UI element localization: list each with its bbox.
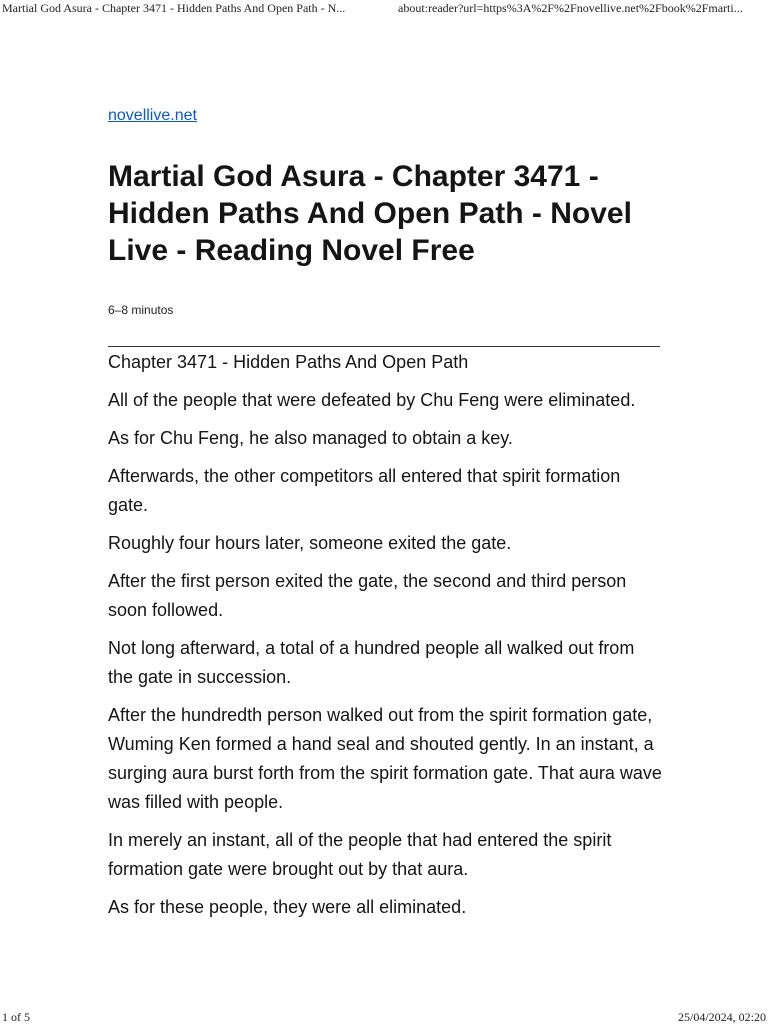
print-header [0,0,768,18]
article-content [108,348,664,931]
paragraph: Chapter 3471 - Hidden Paths And Open Path [108,352,469,372]
paragraph: After the first person exited the gate, the second and third person soon followed. [108,571,627,620]
article-title: Martial God Asura - Chapter 3471 - Hidden Paths And Open Path - Novel Live - Reading Novel Free [108,160,632,267]
divider [108,346,660,347]
print-datetime: 25/04/2024, 02:20 [677,1010,766,1024]
paragraph: As for these people, they were all eliminated. [108,897,467,917]
print-footer [0,1008,768,1024]
paragraph: As for Chu Feng, he also managed to obtain a key. [108,428,513,448]
paragraph: Afterwards, the other competitors all entered that spirit formation gate. [108,466,621,515]
page-number: 1 of 5 [2,1010,30,1024]
paragraph: Not long afterward, a total of a hundred people all walked out from the gate in succession. [108,638,635,687]
paragraph: Roughly four hours later, someone exited the gate. [108,533,512,553]
paragraph: After the hundredth person walked out from the spirit formation gate, Wuming Ken formed a hand seal and shouted gently. In an instant, a surging aura burst forth from the spirit formation gate. That aura wave was filled with people. [108,705,662,812]
reading-time: 6–8 minutos [108,303,174,317]
header-url: about:reader?url=https%3A%2F%2Fnovellive.net%2Fbook%2Fmarti... [398,1,743,15]
site-link[interactable]: novellive.net [108,107,197,124]
paragraph: All of the people that were defeated by Chu Feng were eliminated. [108,390,636,410]
paragraph: In merely an instant, all of the people that had entered the spirit formation gate were brought out by that aura. [108,830,612,879]
header-page-title: Martial God Asura - Chapter 3471 - Hidden Paths And Open Path - N... [2,1,346,15]
